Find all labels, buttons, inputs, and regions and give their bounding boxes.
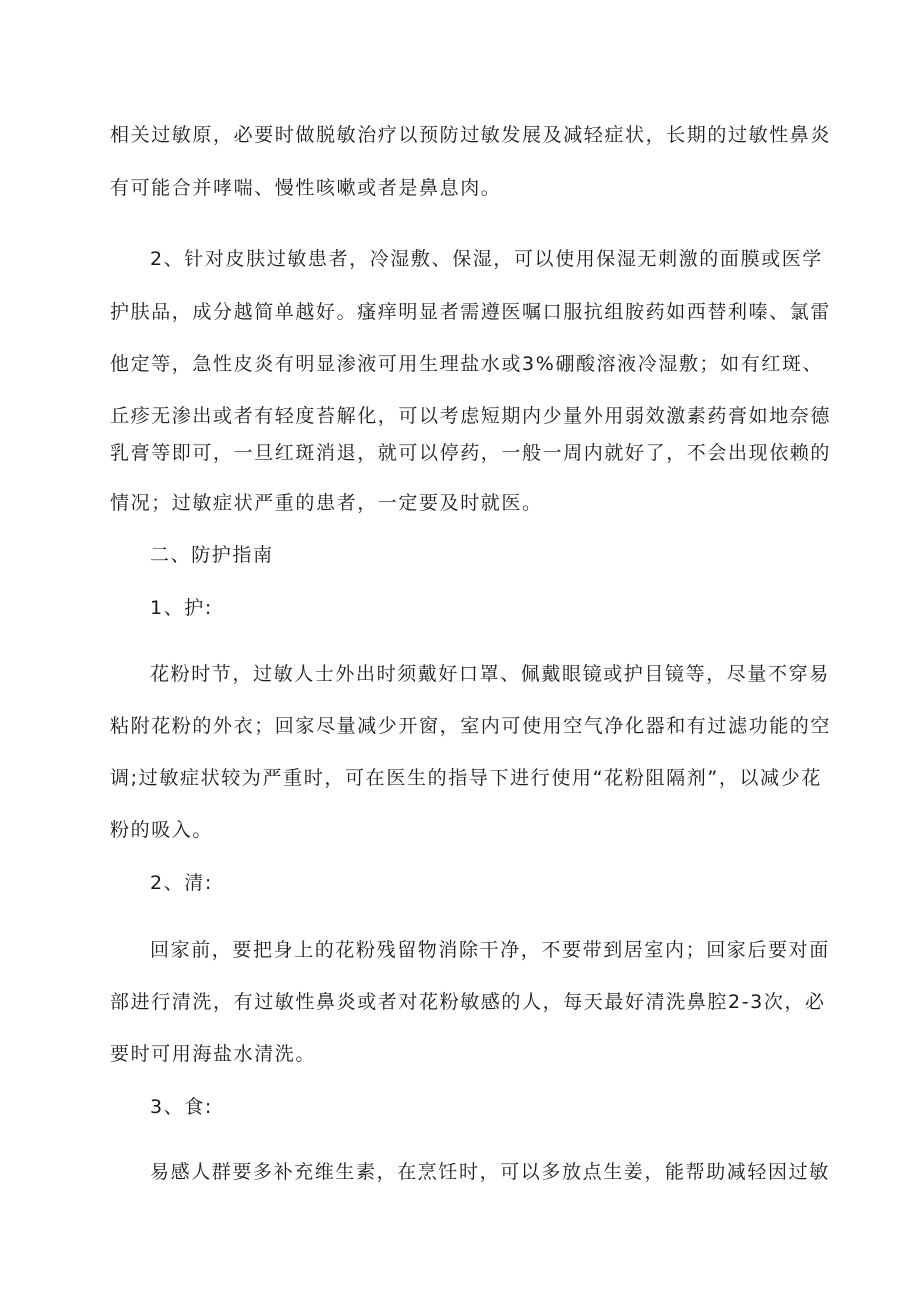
subheading-protect: 1、护: (150, 597, 213, 619)
paragraph-2-line-3: 他定等，急性皮炎有明显渗液可用生理盐水或3%硼酸溶液冷湿敷；如有红斑、 (110, 353, 824, 375)
paragraph-2-line-1: 2、针对皮肤过敏患者，冷湿敷、保湿，可以使用保湿无刺激的面膜或医学 (150, 248, 823, 270)
paragraph-3-line-2: 粘附花粉的外衣；回家尽量减少开窗，室内可使用空气净化器和有过滤功能的空 (110, 715, 832, 737)
paragraph-3-line-1: 花粉时节，过敏人士外出时须戴好口罩、佩戴眼镜或护目镜等，尽量不穿易 (150, 663, 830, 685)
paragraph-3-line-3: 调;过敏症状较为严重时，可在医生的指导下进行使用“花粉阻隔剂”，以减少花 (110, 767, 822, 789)
paragraph-2-line-6: 情况；过敏症状严重的患者，一定要及时就医。 (110, 492, 543, 514)
paragraph-1-line-2: 有可能合并哮喘、慢性咳嗽或者是鼻息肉。 (110, 177, 502, 199)
paragraph-1-line-1: 相关过敏原，必要时做脱敏治疗以预防过敏发展及减轻症状，长期的过敏性鼻炎 (110, 124, 832, 146)
paragraph-4-line-2: 部进行清洗，有过敏性鼻炎或者对花粉敏感的人，每天最好清洗鼻腔2-3次，必 (110, 991, 826, 1013)
paragraph-3-line-4: 粉的吸入。 (110, 819, 214, 841)
section-heading: 二、防护指南 (150, 544, 274, 566)
subheading-food: 3、食: (150, 1096, 213, 1118)
paragraph-4-line-1: 回家前，要把身上的花粉残留物消除干净，不要带到居室内；回家后要对面 (150, 939, 830, 961)
subheading-clean: 2、清: (150, 872, 213, 894)
paragraph-2-line-2: 护肤品，成分越简单越好。瘙痒明显者需遵医嘱口服抗组胺药如西替利嗪、氯雷 (110, 301, 832, 323)
paragraph-4-line-3: 要时可用海盐水清洗。 (110, 1043, 317, 1065)
paragraph-5-line-1: 易感人群要多补充维生素，在烹饪时，可以多放点生姜，能帮助减轻因过敏 (150, 1161, 830, 1183)
paragraph-2-line-5: 乳膏等即可，一旦红斑消退，就可以停药，一般一周内就好了，不会出现依赖的 (110, 442, 832, 464)
paragraph-2-line-4: 丘疹无渗出或者有轻度苔解化，可以考虑短期内少量外用弱效激素药膏如地奈德 (110, 405, 832, 427)
